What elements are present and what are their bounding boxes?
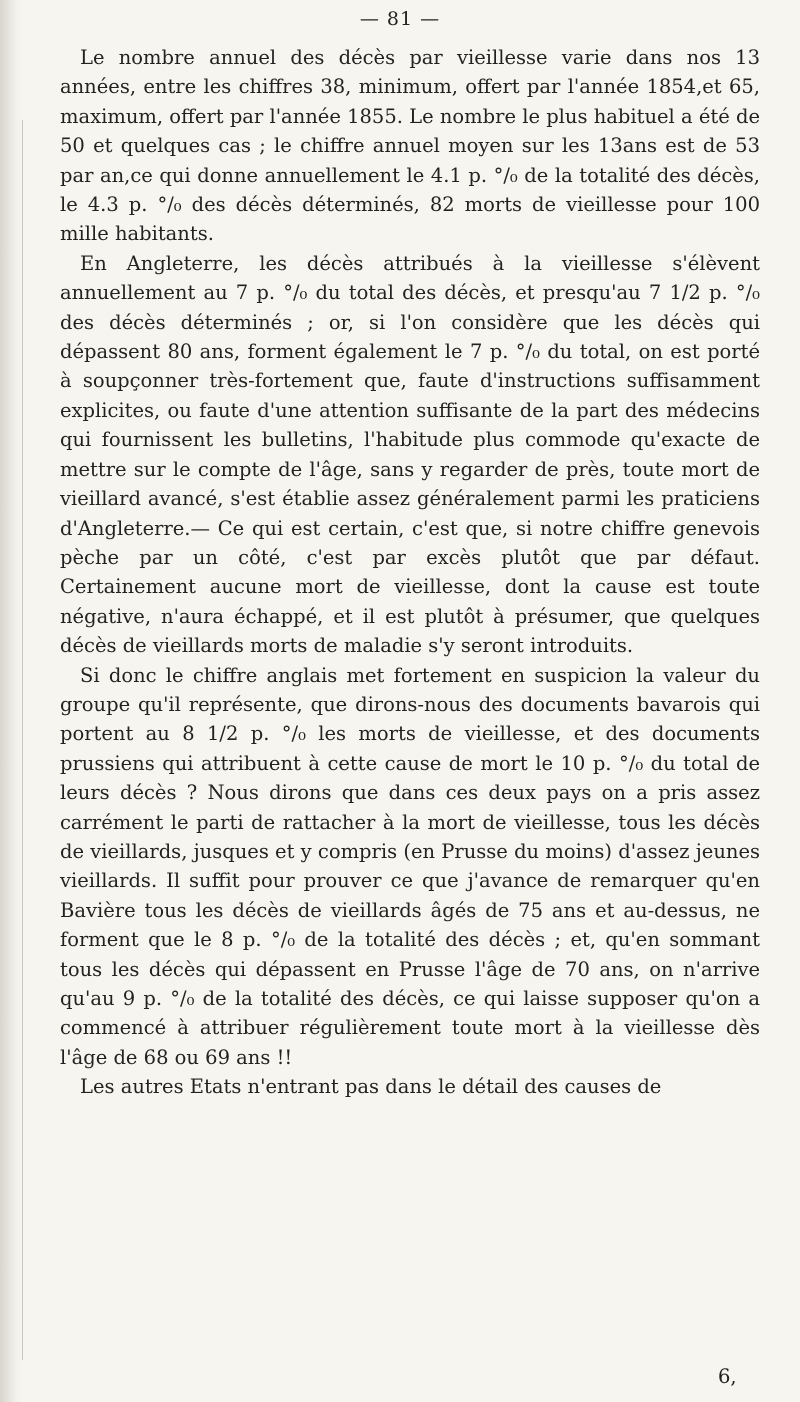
binding-shadow [0, 0, 22, 1402]
paragraph-3: Si donc le chiffre anglais met fortement en suspicion la valeur du groupe qu'il représente, que dirons-nous des documents bavarois qui portent au 8 1/2 p. °/₀ les morts de vieillesse, et des documents prussiens qui attribuent à cette cause de mort le 10 p. °/₀ du total de leurs décès ? Nous dirons que dans ces deux pays on a pris assez carrément le parti de rattacher à la mort de vieillesse, tous les décès de vieillards, jusques et y compris (en Prusse du moins) d'assez jeunes vieillards. Il suffit pour prouver ce que j'avance de remarquer qu'en Bavière tous les décès de vieillards âgés de 75 ans et au-dessus, ne forment que le 8 p. °/₀ de la totalité des décès ; et, qu'en sommant tous les décès qui dépassent en Prusse l'âge de 70 ans, on n'arrive qu'au 9 p. °/₀ de la totalité des décès, ce qui laisse supposer qu'on a commencé à attribuer régulièrement toute mort à la vieillesse dès l'âge de 68 ou 69 ans !! [60, 663, 760, 1069]
paragraph-2: En Angleterre, les décès attribués à la vieillesse s'élèvent annuellement au 7 p. °/₀ du total des décès, et presqu'au 7 1/2 p. °/₀ des décès déterminés ; or, si l'on considère que les décès qui dépassent 80 ans, forment également le 7 p. °/₀ du total, on est porté à soupçonner très-fortement que, faute d'instructions suffisamment explicites, ou faute d'une attention suffisante de la part des médecins qui fournissent les bulletins, l'habitude plus commode qu'exacte de mettre sur le compte de l'âge, sans y regarder de près, toute mort de vieillard avancé, s'est établie assez généralement parmi les praticiens d'Angleterre.— Ce qui est certain, c'est que, si notre chiffre genevois pèche par un côté, c'est par excès plutôt que par défaut. Certainement aucune mort de vieillesse, dont la cause est toute négative, n'aura échappé, et il est plutôt à présumer, que quelques décès de vieillards morts de maladie s'y seront introduits. [60, 251, 760, 658]
body-text [60, 43, 760, 1102]
paragraph-1: Le nombre annuel des décès par vieillesse varie dans nos 13 années, entre les chiffres 38, minimum, offert par l'année 1854,et 65, maximum, offert par l'année 1855. Le nombre le plus habituel a été de 50 et quelques cas ; le chiffre annuel moyen sur les 13ans est de 53 par an,ce qui donne annuellement le 4.1 p. °/₀ de la totalité des décès, le 4.3 p. °/₀ des décès déterminés, 82 morts de vieillesse pour 100 mille habitants. [60, 46, 760, 246]
margin-rule [22, 120, 23, 1360]
catchword: 6, [718, 1365, 737, 1388]
paragraph-4: Les autres Etats n'entrant pas dans le détail des causes de [80, 1075, 662, 1099]
page-number: — 81 — [359, 8, 441, 30]
